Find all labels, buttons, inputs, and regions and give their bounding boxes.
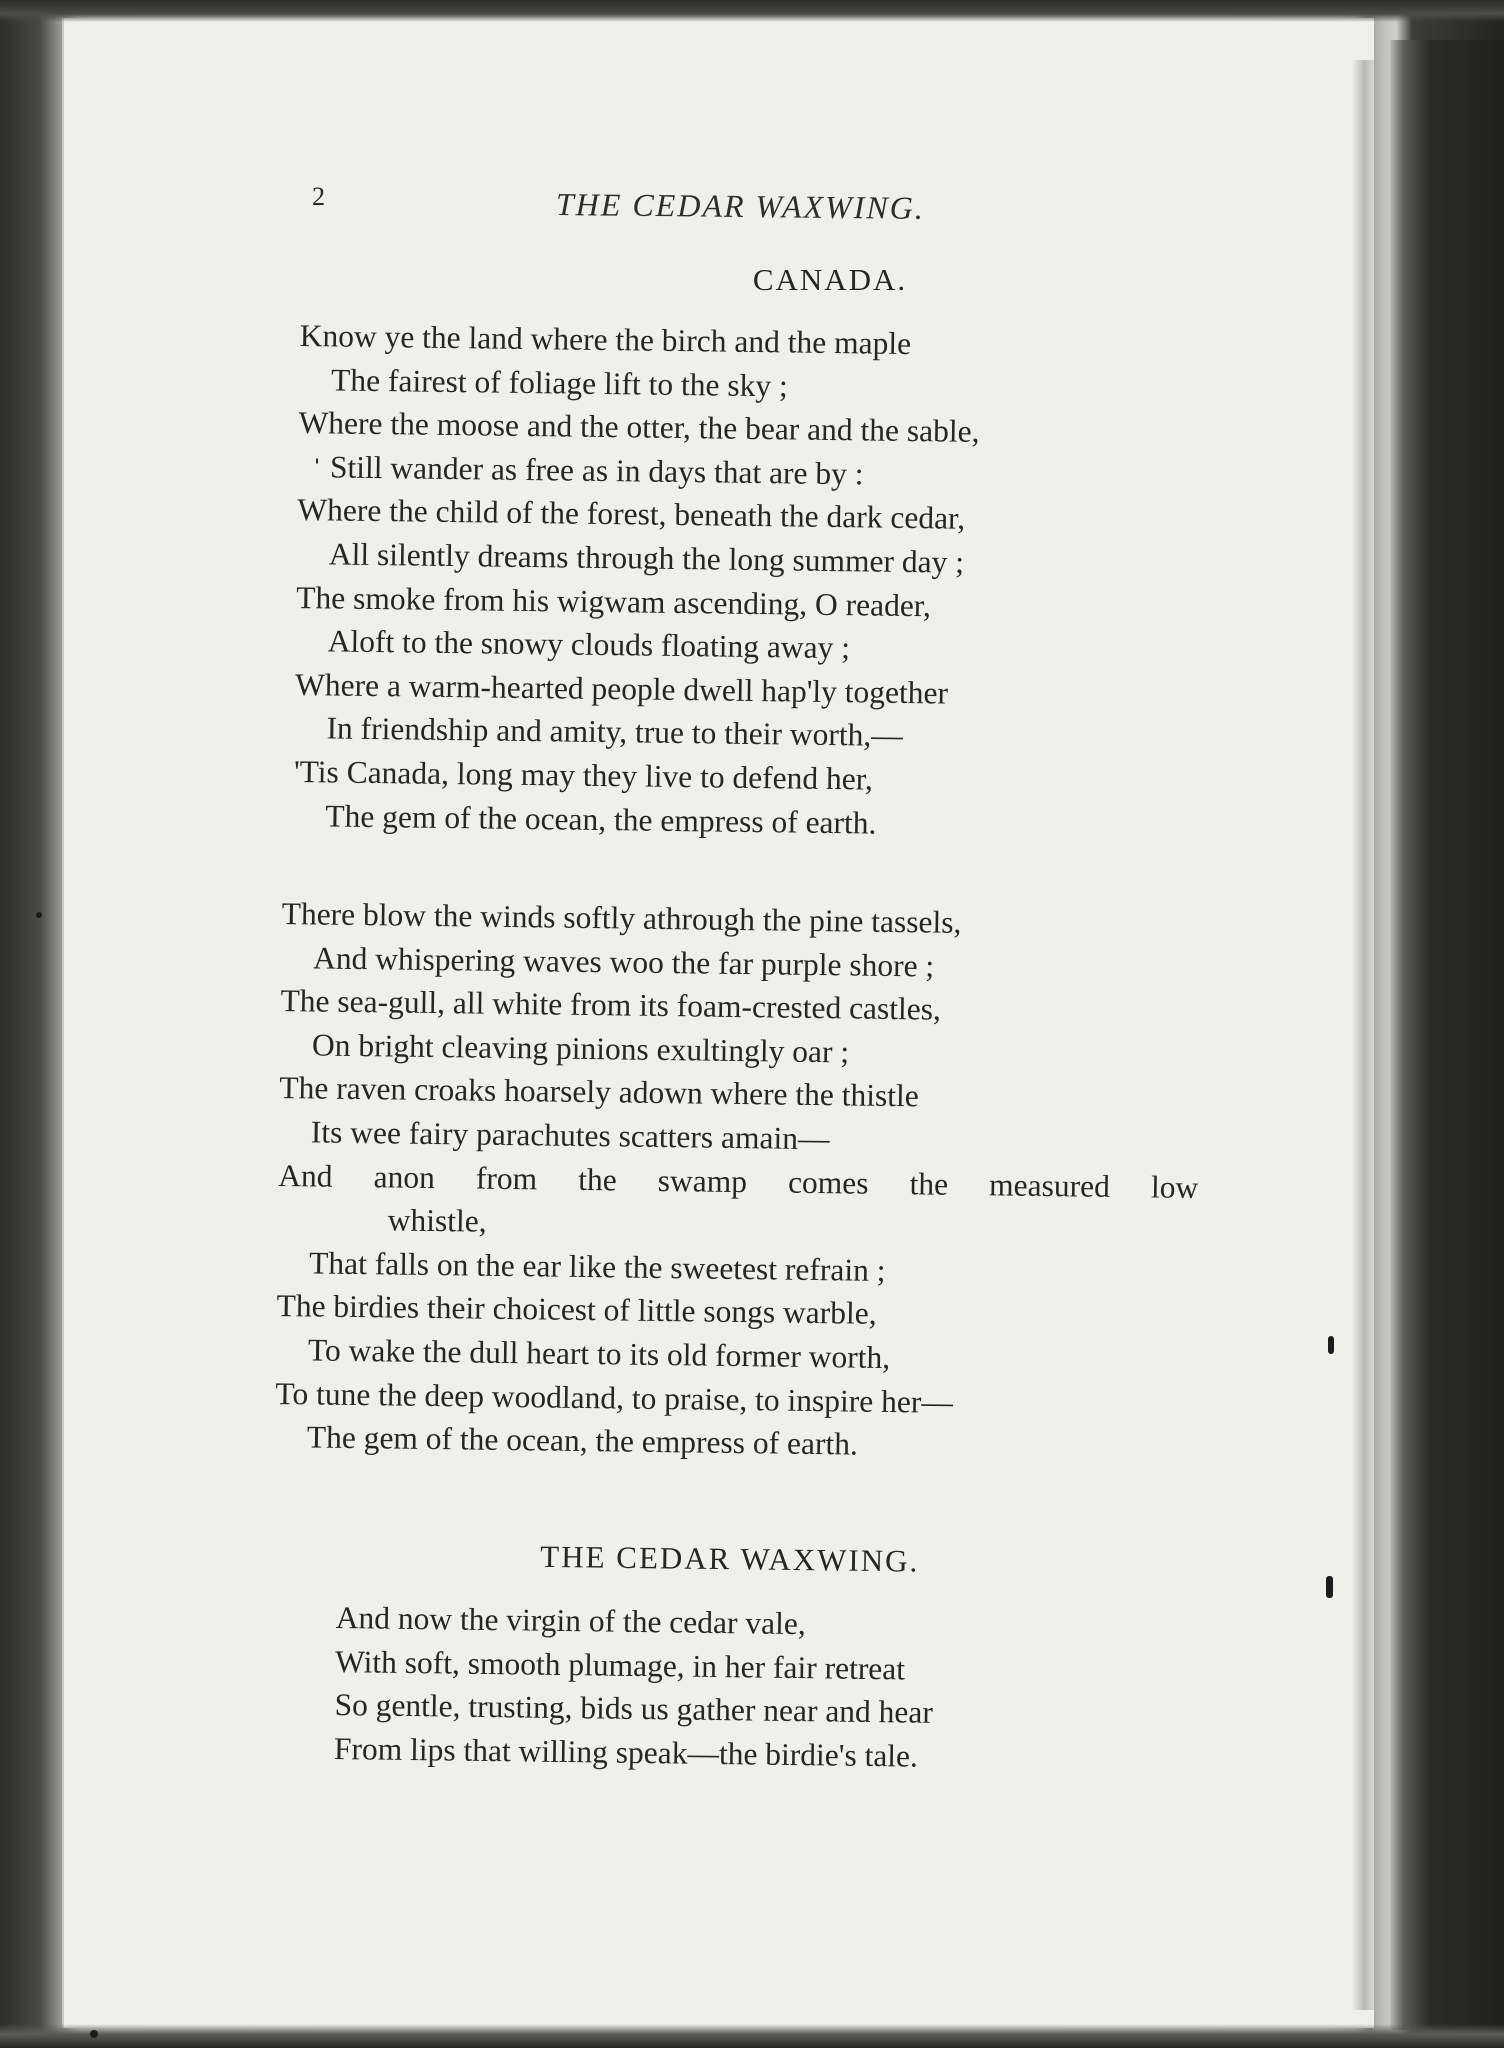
poem-line: To wake the dull heart to its old former worth, [307,1332,891,1375]
poem-line: The gem of the ocean, the empress of earth. [325,797,877,841]
justified-word: measured [988,1166,1111,1204]
scan-speck [90,2030,98,2038]
justified-word: low [1150,1168,1199,1205]
poem-line: Know ye the land where the birch and the maple [299,317,912,361]
justified-word: swamp [657,1162,748,1199]
waxwing-title: THE CEDAR WAXWING. [540,1538,920,1579]
poem-line: Still wander as free as in days that are by : [329,449,864,492]
gutter-shadow [1352,60,1382,2010]
poem-line: From lips that willing speak—the birdie's tale. [333,1730,919,1774]
poem-line: In friendship and amity, true to their worth,— [326,710,903,754]
scan-speck [316,458,318,464]
poem-line: Its wee fairy parachutes scatters amain— [310,1114,830,1157]
canada-title: CANADA. [752,262,908,297]
poem-line: And now the virgin of the cedar vale, [335,1599,806,1642]
poem-line: The gem of the ocean, the empress of earth. [306,1419,859,1462]
scan-speck [1326,1576,1333,1598]
poem-line: There blow the winds softly athrough the pine tassels, [281,895,962,940]
waxwing-stanza [334,1596,935,1778]
scan-bottom-edge [0,2024,1504,2048]
scan-speck [36,912,42,918]
justified-word: the [577,1161,617,1197]
poem-line: Where a warm-hearted people dwell hap'ly together [294,666,949,711]
poem-line: With soft, smooth plumage, in her fair retreat [334,1643,906,1687]
poem-line: The fairest of foliage lift to the sky ; [330,362,788,403]
poem-line: On bright cleaving pinions exultingly oar ; [311,1027,850,1070]
justified-word: from [475,1160,538,1196]
poem-line: The raven croaks hoarsely adown where the thistle [279,1070,920,1114]
facing-page-edge [1390,40,1504,2030]
poem-line: So gentle, trusting, bids us gather near and hear [334,1687,934,1731]
poem-line: The smoke from his wigwam ascending, O reader, [296,579,932,623]
poem-line: whistle, [387,1202,487,1239]
poem-line: Where the child of the forest, beneath the dark cedar, [297,492,966,537]
justified-word: comes [787,1164,869,1201]
justified-word: anon [373,1158,436,1195]
justified-word: the [909,1165,949,1202]
poem-line: To tune the deep woodland, to praise, to inspire her— [275,1375,954,1420]
poem-line: That falls on the ear like the sweetest refrain ; [308,1245,886,1288]
poem-line: 'Tis Canada, long may they live to defend her, [293,753,874,797]
poem-line: And whispering waves woo the far purple shore ; [312,940,935,984]
canada-stanza-1 [293,314,981,846]
justified-word: And [278,1157,333,1194]
scan-speck [1328,1336,1334,1354]
poem-line: The birdies their choicest of little songs warble, [276,1288,877,1332]
scan-top-edge [0,0,1504,22]
waxwing-title-block [470,1538,990,1580]
poem-line: Where the moose and the otter, the bear and the sable, [298,405,980,450]
canada-title-block [600,262,1060,298]
poem-line: The sea-gull, all white from its foam-crested castles, [280,983,942,1027]
page-number: 2 [312,182,325,211]
poem-line: Aloft to the snowy clouds floating away ; [327,623,851,666]
running-head: THE CEDAR WAXWING. [555,186,926,226]
canada-stanza-2 [275,892,1202,1471]
poem-line: All silently dreams through the long summer day ; [328,536,965,580]
